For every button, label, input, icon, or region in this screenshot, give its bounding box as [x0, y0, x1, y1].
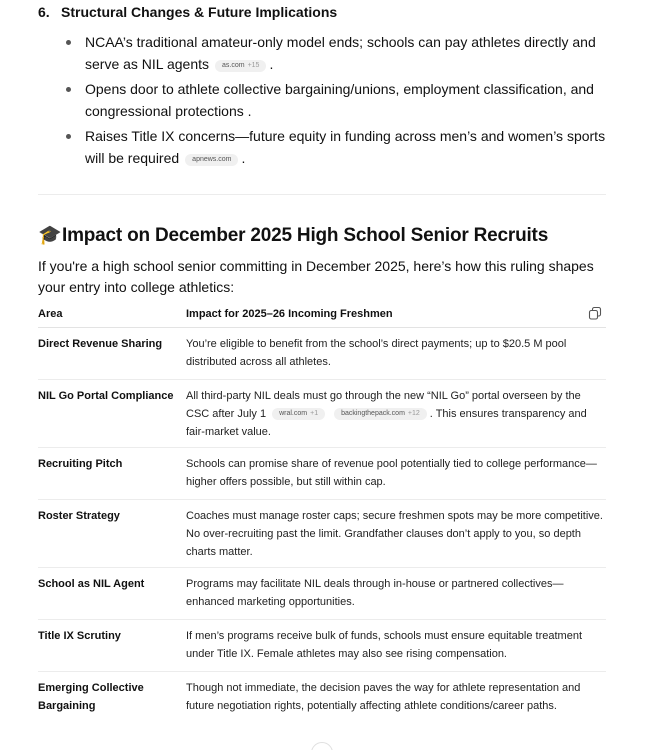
bullet-trailing: . — [241, 150, 246, 166]
citation-chip[interactable] — [215, 60, 266, 72]
table-row — [38, 380, 606, 448]
citation-source: backingthepack.com — [341, 410, 405, 417]
bullet-text: Opens door to athlete collective bargaining/unions, employment classification, and congressional protections . — [85, 81, 594, 119]
row-impact-text: . This ensures transparency and fair-market value. — [186, 408, 587, 438]
row-impact — [186, 387, 606, 447]
citation-source: apnews.com — [192, 156, 232, 163]
row-area: Title IX Scrutiny — [38, 630, 121, 642]
section-divider — [38, 194, 606, 195]
graduation-cap-icon: 🎓 — [38, 225, 62, 246]
bullet-trailing: . — [269, 56, 274, 72]
citation-source: as.com — [222, 62, 245, 69]
section-6 — [38, 4, 628, 172]
citation-source: wral.com — [279, 410, 308, 417]
bullet-item — [62, 125, 628, 169]
row-impact: Programs may facilitate NIL deals through in-house or partnered collectives—enhanced marketing opportunities. — [186, 578, 564, 608]
table-row — [38, 328, 606, 380]
impact-heading — [38, 224, 548, 248]
bullet-dot — [66, 87, 71, 92]
copy-icon[interactable] — [588, 306, 602, 320]
citation-chip[interactable] — [272, 408, 325, 420]
row-impact: You’re eligible to benefit from the school’s direct payments; up to $20.5 M pool distributed across all athletes. — [186, 338, 567, 368]
impact-heading-text: Impact on December 2025 High School Senior Recruits — [62, 225, 549, 246]
impact-table — [38, 303, 606, 724]
row-impact: Though not immediate, the decision paves the way for athlete representation and future negotiation rights, potentially affecting athlete conditions/career paths. — [186, 682, 581, 712]
table-row — [38, 620, 606, 672]
bullet-text: NCAA’s traditional amateur-only model ends; schools can pay athletes directly and serve as NIL agents — [85, 34, 596, 72]
bullet-dot — [66, 134, 71, 139]
table-row — [38, 448, 606, 500]
row-impact: Schools can promise share of revenue pool potentially tied to college performance—higher offers possible, but still within cap. — [186, 458, 597, 488]
bullet-dot — [66, 40, 71, 45]
table-row — [38, 568, 606, 620]
citation-count: +1 — [310, 410, 319, 417]
row-area: Recruiting Pitch — [38, 458, 123, 470]
column-header-impact: Impact for 2025–26 Incoming Freshmen — [186, 308, 393, 320]
row-impact-text: All third-party NIL deals must go through the new “NIL Go” portal overseen by the CSC after July 1 — [186, 390, 581, 420]
citation-chip[interactable] — [185, 154, 238, 166]
bullet-list — [38, 31, 628, 169]
row-area: School as NIL Agent — [38, 578, 145, 590]
citation-chip[interactable] — [334, 408, 427, 420]
table-row — [38, 672, 606, 724]
bullet-item — [62, 78, 628, 122]
table-row — [38, 500, 606, 568]
citation-count: +12 — [407, 410, 420, 417]
row-impact: Coaches must manage roster caps; secure freshmen spots may be more competitive. No over-recruiting past the limit. Grandfather clauses don’t apply to you, so depth charts matter. — [186, 510, 603, 558]
column-header-area: Area — [38, 308, 63, 320]
section-number: 6. — [38, 4, 50, 20]
row-area: Emerging Collective Bargaining — [38, 682, 144, 712]
bullet-text: Raises Title IX concerns—future equity in funding across men’s and women’s sports will be required — [85, 128, 606, 166]
row-area: Roster Strategy — [38, 510, 120, 522]
impact-intro: If you're a high school senior committing in December 2025, here’s how this ruling shapes your entry into college athletics: — [38, 258, 594, 295]
table-header — [38, 303, 606, 328]
citation-count: +15 — [247, 62, 260, 69]
row-area: NIL Go Portal Compliance — [38, 390, 174, 402]
row-area: Direct Revenue Sharing — [38, 338, 163, 350]
bullet-item — [62, 31, 628, 75]
row-impact: If men’s programs receive bulk of funds, schools must ensure equitable treatment under Title IX. Female athletes may also see rising compensation. — [186, 630, 582, 660]
scroll-down-button[interactable] — [311, 742, 333, 750]
section-title: Structural Changes & Future Implications — [61, 4, 338, 20]
section-6-heading — [38, 4, 628, 21]
